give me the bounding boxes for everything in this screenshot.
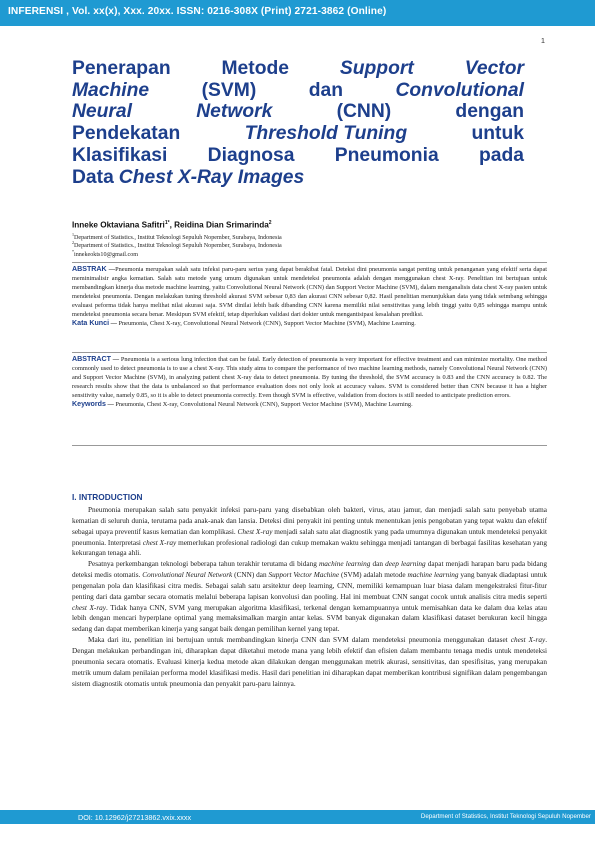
italic-term: Convolutional Neural Network xyxy=(142,571,233,580)
keywords-label: Keywords xyxy=(72,400,106,409)
author-sup: 1* xyxy=(164,220,170,226)
title-word: Chest X-Ray Images xyxy=(118,166,305,188)
aff-sup: 1 xyxy=(72,232,74,237)
keywords-text: Pneumonia, Chest X-ray, Convolutional Neural Network (CNN), Support Vector Machine (SVM), Machine Learning. xyxy=(115,401,413,409)
email-text: innekeokts10@gmail.com xyxy=(74,252,138,259)
text-run: (SVM) adalah metode xyxy=(339,571,408,580)
kata-kunci-text: Pneumonia, Chest X-ray, Convolutional Neural Network (CNN), Support Vector Machine (SVM), Machine Learning. xyxy=(118,320,416,328)
title-word: pada xyxy=(478,144,524,166)
paragraph xyxy=(72,635,547,689)
aff-text: Department of Statistics., Institut Teknologi Sepuluh Nopember, Surabaya, Indonesia xyxy=(74,243,282,250)
title-word: dan xyxy=(308,79,343,101)
paper-title xyxy=(72,58,524,188)
italic-term: chest X-ray xyxy=(72,603,107,612)
text-run: (CNN) dan xyxy=(232,571,269,580)
title-line-2 xyxy=(72,80,524,102)
kata-kunci-label: Kata Kunci xyxy=(72,319,110,328)
text-run: dan xyxy=(370,560,386,569)
doi-text: DOI: 10.12962/j27213862.vxix.xxxx xyxy=(78,813,192,822)
text-run: memerlukan profesional radiologi dan cukup memakan waktu sehingga menjadi tantangan di berbagai fasilitas kesehatan yang kekurangan tenaga ahli. xyxy=(72,538,547,558)
abstrak-block: ABSTRAK —Pneumonia merupakan salah satu infeksi paru-paru serius yang dapat berakibat fatal. Deteksi dini pneumonia sangat penting untuk penanganan yang efektif serta dapat meminimalisir angka kematian. Salah satu metode yang umum digunakan untuk mendeteksi pneumonia adalah dengan menggunakan chest X-ray. Penelitian ini bertujuan untuk membandingkan kinerja dua metode machine learning, yaitu Convolutional Neural Network (CNN) dan Support Vector Machine (SVM), dalam menganalisis data chest X-ray pasien untuk mendeteksi pneumonia. Dengan melakukan tuning threshold akurasi SVM sebesar 0,83 dan akurasi CNN sebesar 0,82. Hasil penelitian menunjukkan data yang tidak seimbang sehingga evaluasi peforma tidak hanya melihat nilai akurasi saja. SVM dinilai lebih baik dibanding CNN karena memiliki nilai sensitivitas yang lebih tinggi yaitu 0,85 sehingga mampu untuk mendeteksi pneumonia secara benar. Meskipun SVM efektif, tetap diperlukan validasi dari dokter untuk mengantisipasi kesalahan prediksi. Kata Kunci — Pneumonia, Chest X-ray, Convolutional Neural Network (CNN), Support Vector Machine (SVM), Machine Learning. xyxy=(72,265,547,328)
aff-sup: 2 xyxy=(72,240,74,245)
title-word: Convolutional xyxy=(395,79,524,101)
journal-header-text: INFERENSI , Vol. xx(x), Xxx. 20xx. ISSN: 0216-308X (Print) 2721-3862 (Online) xyxy=(8,6,387,17)
abstrak-label: ABSTRAK xyxy=(72,265,107,273)
italic-term: chest X-ray xyxy=(142,538,177,547)
title-line-1 xyxy=(72,58,524,80)
text-run: Maka dari itu, penelitian ini bertujuan untuk membandingkan kinerja CNN dan SVM dalam mendeteksi pneumonia menggunakan dataset xyxy=(88,636,511,645)
text-run: . Tidak hanya CNN, SVM yang merupakan algoritma klasifikasi, terkenal dengan kemampuannya untuk memisahkan data ke dalam dua kelas atau lebih dengan mencari hyperplane optimal yang memaksimalkan margin antar kelas. SVM banyak digunakan dalam klasifikasi dataset berukuran kecil hingga sedang dan dapat memberikan kinerja yang sangat baik dengan pemilihan kernel yang tepat. xyxy=(72,603,548,634)
divider xyxy=(72,262,547,263)
paragraph xyxy=(72,559,547,635)
text-run: dapat menjadi harapan baru pada bidang deteksi medis otomatis. xyxy=(72,560,547,580)
title-word: Machine xyxy=(72,79,150,101)
abstract-text: Pneumonia is a serious lung infection that can be fatal. Early detection of pneumonia is very important for effective treatment and can minimize mortality. One method commonly used to detect pneumonia is to use a chest X-ray. This study aims to compare the performance of two machine learning methods, namely Convolutional Neural Network (CNN) and Support Vector Machine (SVM), in analyzing patient chest X-ray data to detect pneumonia. By tuning the threshold, the SVM accuracy is 0.83 and the CNN accuracy is 0.82. The research results show that the data is unbalanced so that performance evaluation does not only look at accuracy values. SVM is considered better than CNN because it has a higher sensitivity value, namely 0.85, so it is able to detect pneumonia correctly. Even though SVM is effective, validation from doctors is still needed to anticipate prediction errors. xyxy=(72,356,547,400)
author-list: Inneke Oktaviana Safitri$^{1*}$, Reidina Dian Srimarinda$^2$ xyxy=(72,220,272,230)
italic-term: machine learning xyxy=(319,560,371,569)
italic-term: machine learning xyxy=(407,571,459,580)
title-word: Pneumonia xyxy=(334,144,439,166)
section-heading: I. INTRODUCTION xyxy=(72,492,143,502)
title-word: Klasifikasi xyxy=(72,144,168,166)
title-word: Vector xyxy=(464,58,524,79)
title-word: Neural xyxy=(72,101,133,123)
corresponding-email xyxy=(72,249,138,258)
keywords-line: Keywords — Pneumonia, Chest X-ray, Convolutional Neural Network (CNN), Support Vector Machine (SVM), Machine Learning. xyxy=(72,400,413,409)
author-sup: 2 xyxy=(268,220,272,226)
aff-sup: * xyxy=(72,249,74,254)
divider xyxy=(72,445,547,446)
text-run: . Dengan melakukan perbandingan ini, diharapkan dapat diketahui metode mana yang lebih efektif dan efisien dalam membantu tenaga medis untuk mendeteksi pneumonia secara otomatis. Evaluasi kinerja kedua metode akan dilakukan dengan menggunakan metrik akurasi, sensitivitas, dan spesifisitas, yang merupakan metrik umum dalam penilaian performa model klasifikasi medis. Hasil dari penelitian ini diharapkan dapat memberikan kontribusi signifikan dalam pengembangan sistem diagnostik otomatis untuk pneumonia dan penyakit paru-paru lainnya. xyxy=(72,636,548,688)
title-word: Pendekatan xyxy=(72,123,181,145)
introduction-body xyxy=(72,505,547,689)
page-number: 1 xyxy=(540,36,545,45)
title-word: Diagnosa xyxy=(207,144,295,166)
divider xyxy=(72,352,547,353)
author-name: Reidina Dian Srimarinda xyxy=(174,220,269,230)
abstract-label: ABSTRACT xyxy=(72,355,112,363)
aff-text: Department of Statistics., Institut Teknologi Sepuluh Nopember, Surabaya, Indonesia xyxy=(74,235,282,242)
title-word: dengan xyxy=(455,101,524,123)
title-line-3 xyxy=(72,101,524,123)
title-word: untuk xyxy=(471,123,524,145)
text-run: Pneumonia merupakan salah satu penyakit infeksi paru-paru yang disebabkan oleh bakteri, virus, atau jamur, dan menjadi salah satu penyebab utama kematian di seluruh dunia, terutama pada anak-anak dan lansia. Deteksi dini penyakit ini penting untuk menentukan jenis pengobatan yang tepat waktu dan efektif sebagai upaya preventif kasus kematian dan komplikasi. xyxy=(72,506,547,536)
author-name: Inneke Oktaviana Safitri xyxy=(72,220,165,230)
paragraph xyxy=(72,505,547,559)
footer-bar xyxy=(0,810,595,824)
italic-term: Support Vector Machine xyxy=(268,571,340,580)
department-text: Department of Statistics, Institut Teknologi Sepuluh Nopember xyxy=(420,813,591,820)
title-line-5 xyxy=(72,145,524,167)
title-word: Network xyxy=(196,101,273,123)
affiliation-2 xyxy=(72,240,282,249)
text-run: menjadi salah satu alat diagnostik yang pada umumnya digunakan untuk mendeteksi penyakit pneumonia. Interpretasi xyxy=(72,527,548,547)
title-word: Penerapan xyxy=(72,58,171,79)
title-word: (SVM) xyxy=(201,79,257,101)
abstrak-text: Pneumonia merupakan salah satu infeksi paru-paru serius yang dapat berakibat fatal. Deteksi dini pneumonia sangat penting untuk penanganan yang efektif serta dapat meminimalisir angka kematian. Salah satu metode yang umum digunakan untuk mendeteksi pneumonia adalah dengan menggunakan chest X-ray. Penelitian ini bertujuan untuk membandingkan kinerja dua metode machine learning, yaitu Convolutional Neural Network (CNN) dan Support Vector Machine (SVM), dalam menganalisis data chest X-ray pasien untuk mendeteksi pneumonia. Dengan melakukan tuning threshold akurasi SVM sebesar 0,83 dan akurasi CNN sebesar 0,82. Hasil penelitian menunjukkan data yang tidak seimbang sehingga evaluasi peforma tidak hanya melihat nilai akurasi saja. SVM dinilai lebih baik dibanding CNN karena memiliki nilai sensitivitas yang lebih tinggi yaitu 0,85 sehingga mampu untuk mendeteksi pneumonia secara benar. Meskipun SVM efektif, tetap diperlukan validasi dari dokter untuk mengantisipasi kesalahan prediksi. xyxy=(72,266,547,319)
title-line-6 xyxy=(72,167,524,189)
text-run: Pesatnya perkembangan teknologi beberapa tahun terakhir terutama di bidang xyxy=(88,560,320,569)
italic-term: deep learning xyxy=(385,560,426,569)
title-word: Data xyxy=(72,166,114,188)
italic-term: chest X-ray xyxy=(510,636,546,645)
title-word: Threshold Tuning xyxy=(244,123,408,145)
title-word: Metode xyxy=(221,58,289,79)
kata-kunci-line: Kata Kunci — Pneumonia, Chest X-ray, Convolutional Neural Network (CNN), Support Vector Machine (SVM), Machine Learning. xyxy=(72,319,416,328)
title-word: Support xyxy=(339,58,414,79)
title-word: (CNN) xyxy=(336,101,392,123)
abstract-block: ABSTRACT — Pneumonia is a serious lung infection that can be fatal. Early detection of pneumonia is very important for effective treatment and can minimize mortality. One method commonly used to detect pneumonia is to use a chest X-ray. This study aims to compare the performance of two machine learning methods, namely Convolutional Neural Network (CNN) and Support Vector Machine (SVM), in analyzing patient chest X-ray data to detect pneumonia. By tuning the threshold, the SVM accuracy is 0.83 and the CNN accuracy is 0.82. The research results show that the data is unbalanced so that performance evaluation does not only look at accuracy values. SVM is considered better than CNN because it has a higher sensitivity value, namely 0.85, so it is able to detect pneumonia correctly. Even though SVM is effective, validation from doctors is still needed to anticipate prediction errors. Keywords — Pneumonia, Chest X-ray, Convolutional Neural Network (CNN), Support Vector Machine (SVM), Machine Learning. xyxy=(72,355,547,409)
text-run: yang banyak diadaptasi untuk pengenalan pola dan klasifikasi citra medis. Sebagai salah satu arsitektur deep learning, CNN, memiliki kemampuan luar biasa dalam mengekstraksi fitur-fitur penting dari data gambar secara otomatis melalui beberapa lapisan konvolusi dan pooling. Hal ini membuat CNN sangat cocok untuk analisis citra medis seperti xyxy=(72,571,547,601)
title-line-4 xyxy=(72,123,524,145)
italic-term: Chest X-ray xyxy=(237,527,273,536)
journal-header-bar xyxy=(0,0,595,26)
